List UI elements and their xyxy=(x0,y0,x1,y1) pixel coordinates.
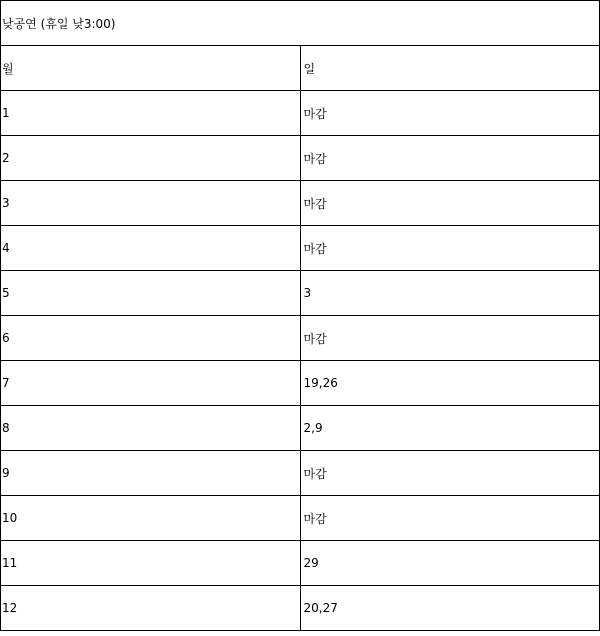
table-row xyxy=(1,316,600,361)
day-cell: 마감 xyxy=(300,316,600,361)
month-cell: 4 xyxy=(1,226,301,271)
table-header-row xyxy=(1,46,600,91)
table-title-row xyxy=(1,1,600,46)
table-row xyxy=(1,181,600,226)
day-cell: 29 xyxy=(300,541,600,586)
table-row xyxy=(1,271,600,316)
table-row xyxy=(1,91,600,136)
day-column-header: 일 xyxy=(300,46,600,91)
month-cell: 11 xyxy=(1,541,301,586)
month-cell: 7 xyxy=(1,361,301,406)
day-cell: 20,27 xyxy=(300,586,600,631)
day-cell: 마감 xyxy=(300,181,600,226)
table-row xyxy=(1,541,600,586)
day-cell: 마감 xyxy=(300,91,600,136)
table-row xyxy=(1,361,600,406)
table-row xyxy=(1,496,600,541)
day-cell: 마감 xyxy=(300,451,600,496)
day-cell: 3 xyxy=(300,271,600,316)
day-cell: 마감 xyxy=(300,136,600,181)
month-cell: 8 xyxy=(1,406,301,451)
month-cell: 5 xyxy=(1,271,301,316)
month-cell: 12 xyxy=(1,586,301,631)
month-cell: 1 xyxy=(1,91,301,136)
day-cell: 19,26 xyxy=(300,361,600,406)
month-cell: 9 xyxy=(1,451,301,496)
day-cell: 마감 xyxy=(300,226,600,271)
table-row xyxy=(1,136,600,181)
day-cell: 2,9 xyxy=(300,406,600,451)
table-row xyxy=(1,226,600,271)
table-row xyxy=(1,406,600,451)
day-cell: 마감 xyxy=(300,496,600,541)
month-cell: 2 xyxy=(1,136,301,181)
table-title: 낮공연 (휴일 낮3:00) xyxy=(1,1,600,46)
month-cell: 6 xyxy=(1,316,301,361)
month-cell: 3 xyxy=(1,181,301,226)
table-row xyxy=(1,451,600,496)
month-cell: 10 xyxy=(1,496,301,541)
month-column-header: 월 xyxy=(1,46,301,91)
table-row xyxy=(1,586,600,631)
